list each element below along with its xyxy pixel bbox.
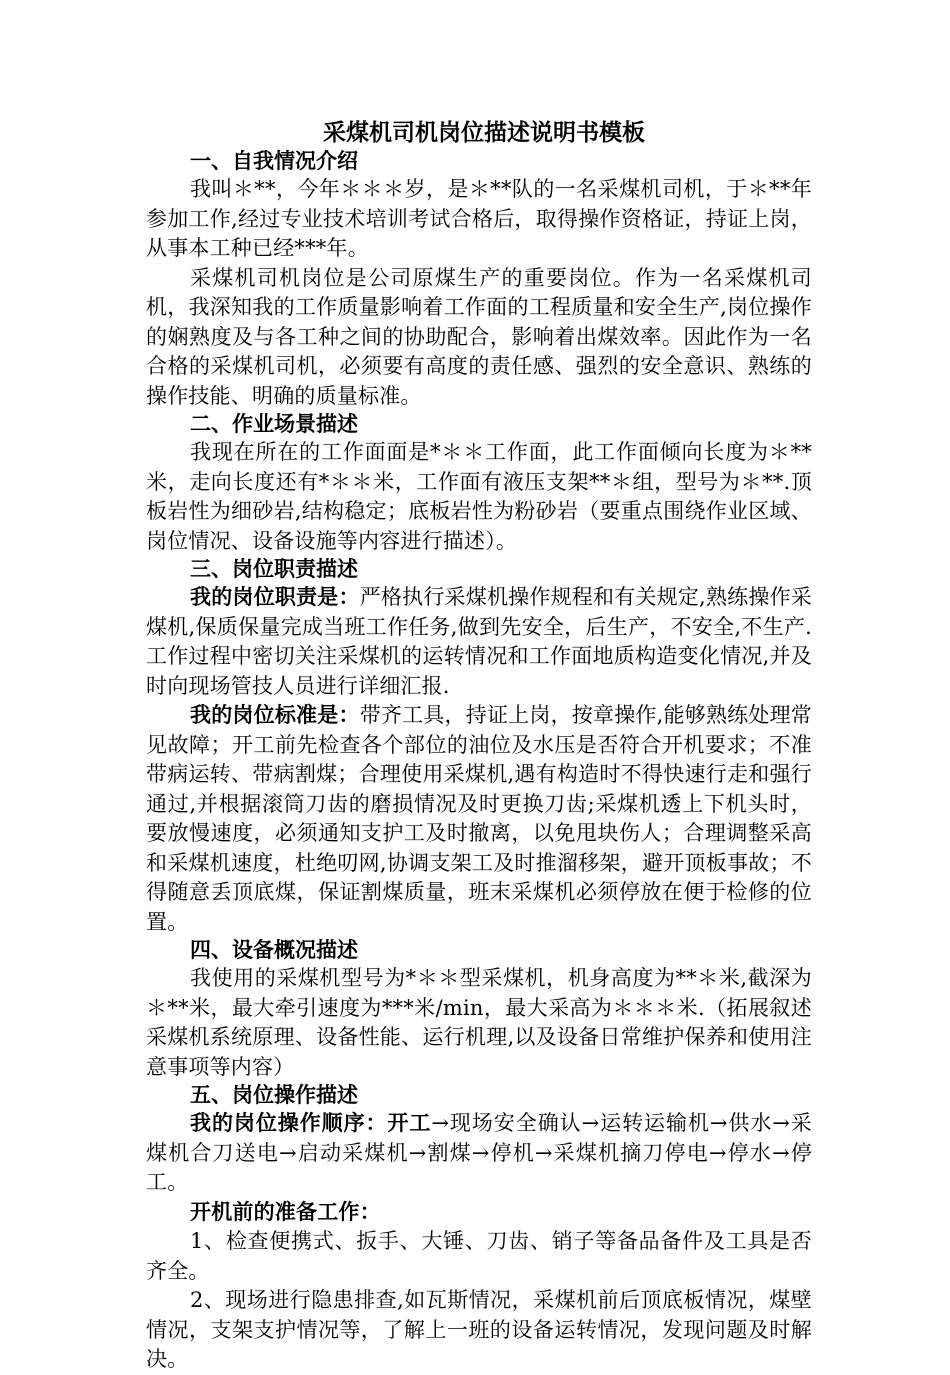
paragraph xyxy=(146,1109,812,1198)
paragraph: 我现在所在的工作面面是*＊＊工作面，此工作面倾向长度为＊**米，走向长度还有*＊＊米，工作面有液压支架**＊组，型号为＊**.顶板岩性为细砂岩,结构稳定；底板岩性为粉砂岩（要重点围绕作业区域、岗位情况、设备设施等内容进行描述）。 xyxy=(146,440,812,553)
paragraph: 采煤机司机岗位是公司原煤生产的重要岗位。作为一名采煤机司机，我深知我的工作质量影响着工作面的工程质量和安全生产,岗位操作的娴熟度及与各工种之间的协助配合，影响着出煤效率。因此作为一名合格的采煤机司机，必须要有高度的责任感、强烈的安全意识、熟练的操作技能、明确的质量标准。 xyxy=(146,265,812,408)
paragraph xyxy=(146,583,812,701)
section-heading-operation: 五、岗位操作描述 xyxy=(190,1083,358,1107)
paragraph: 我使用的采煤机型号为*＊＊型采煤机，机身高度为**＊米,截深为＊**米，最大牵引速度为***米/min，最大采高为＊＊＊米.（拓展叙述采煤机系统原理、设备性能、运行机理,以及设备日常维护保养和使用注意事项等内容） xyxy=(146,966,812,1079)
paragraph-text: →现场安全确认→运转运输机→供水→采煤机合刀送电→启动采煤机→割煤→停机→采煤机摘刀停电→停水→停工。 xyxy=(146,1111,813,1194)
paragraph-text: 严格执行采煤机操作规程和有关规定,熟练操作采煤机,保质保量完成当班工作任务,做到先安全，后生产，不安全,不生产.工作过程中密切关注采煤机的运转情况和工作面地质构造变化情况,并及时向现场管技人员进行详细汇报. xyxy=(146,585,812,698)
paragraph-lead: 我的岗位职责是： xyxy=(190,585,360,609)
paragraph-lead: 我的岗位标准是： xyxy=(190,703,360,727)
section-heading-work-scene: 二、作业场景描述 xyxy=(190,412,358,436)
paragraph-text: 带齐工具，持证上岗，按章操作,能够熟练处理常见故障；开工前先检查各个部位的油位及水压是否符合开机要求；不准带病运转、带病割煤；合理使用采煤机,遇有构造时不得快速行走和强行通过,并根据滚筒刀齿的磨损情况及时更换刀齿;采煤机透上下机头时，要放慢速度，必须通知支护工及时撤离，以免甩块伤人；合理调整采高和采煤机速度，杜绝叨网,协调支架工及时推溜移架，避开顶板事故；不得随意丢顶底煤，保证割煤质量，班末采煤机必须停放在便于检修的位置。 xyxy=(146,703,812,934)
section-heading-equipment: 四、设备概况描述 xyxy=(190,938,358,962)
page-title: 采煤机司机岗位描述说明书模板 xyxy=(323,120,645,146)
paragraph xyxy=(146,701,812,937)
paragraph-lead: 我的岗位操作顺序：开工 xyxy=(190,1111,432,1135)
paragraph: 我叫＊**，今年＊＊＊岁，是＊**队的一名采煤机司机，于＊**年参加工作,经过专业技术培训考试合格后，取得操作资格证，持证上岗，从事本工种已经***年。 xyxy=(146,177,812,260)
list-item: 2、现场进行隐患排查,如瓦斯情况，采煤机前后顶底板情况，煤壁情况，支架支护情况等，了解上一班的设备运转情况，发现问题及时解决。 xyxy=(146,1288,812,1371)
section-heading-duties: 三、岗位职责描述 xyxy=(190,557,358,581)
sub-heading-preparation: 开机前的准备工作： xyxy=(190,1199,381,1224)
list-item: 1、检查便携式、扳手、大锤、刀齿、销子等备品备件及工具是否齐全。 xyxy=(146,1229,812,1283)
section-heading-self-intro: 一、自我情况介绍 xyxy=(190,149,358,173)
